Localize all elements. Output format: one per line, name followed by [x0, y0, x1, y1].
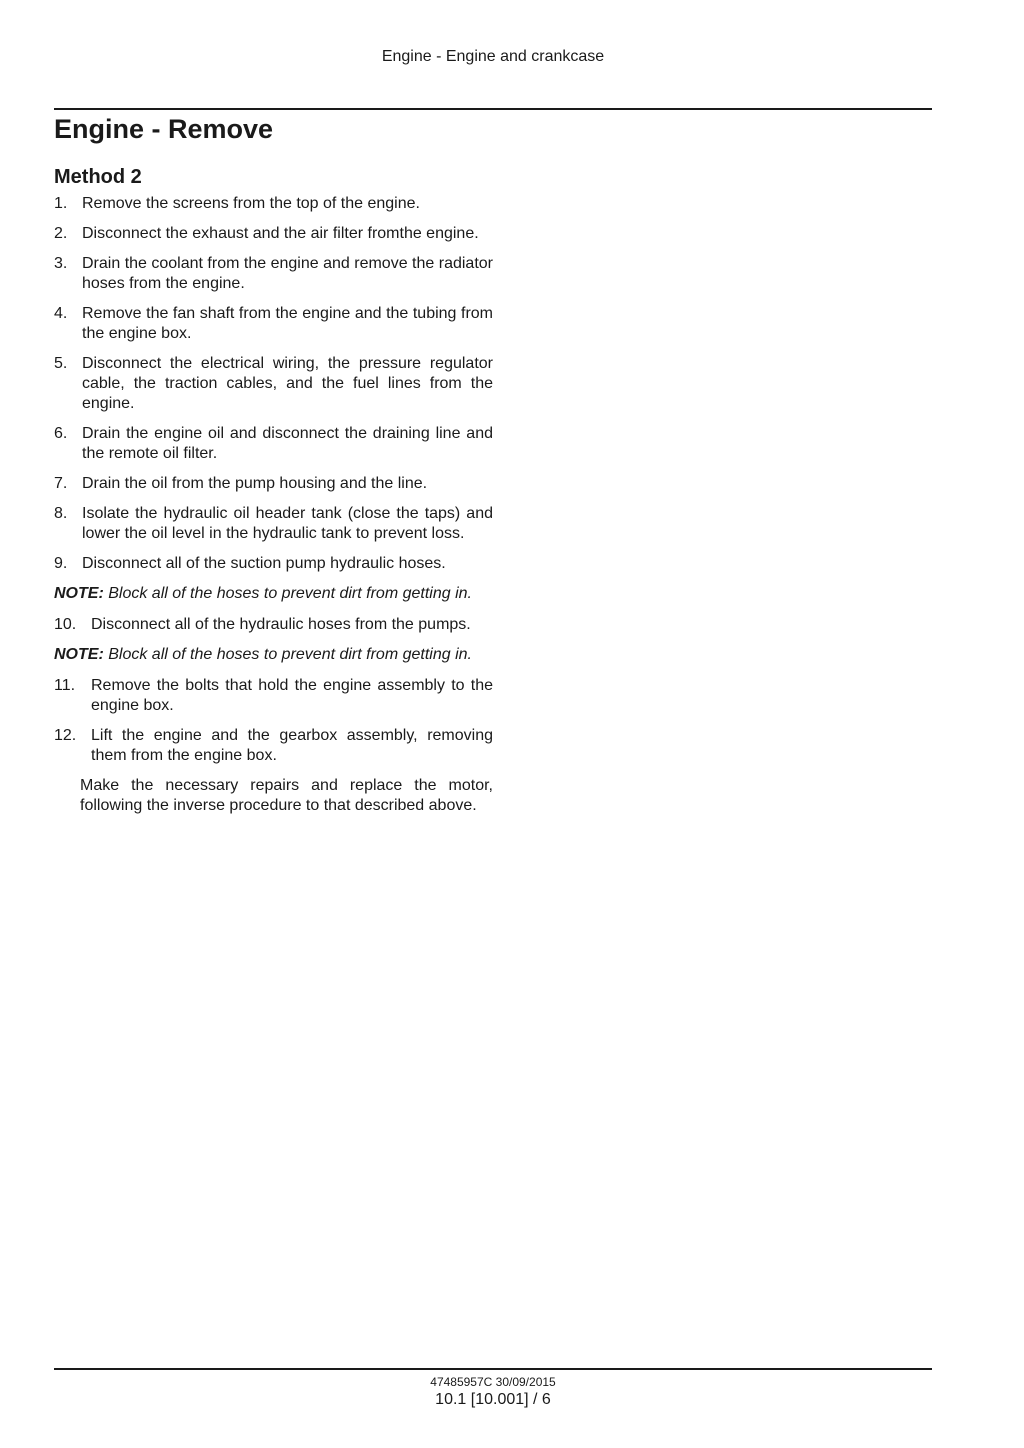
step-number: 10.	[54, 616, 77, 633]
step-number: 6.	[54, 425, 68, 442]
step-12	[54, 726, 493, 766]
step-text: Remove the bolts that hold the engine assembly to the engine box.	[91, 677, 493, 714]
step-1	[54, 194, 493, 214]
step-text: Lift the engine and the gearbox assembly, removing them from the engine box.	[91, 727, 493, 764]
footer-rule	[54, 1368, 932, 1370]
footer-page-number: 10.1 [10.001] / 6	[435, 1391, 551, 1408]
step-9	[54, 554, 493, 574]
header-rule	[54, 108, 932, 110]
step-number: 2.	[54, 225, 68, 242]
note-2	[54, 645, 493, 665]
step-text: Drain the coolant from the engine and remove the radiator hoses from the engine.	[82, 255, 493, 292]
step-number: 7.	[54, 475, 68, 492]
step-4	[54, 304, 493, 344]
step-number: 5.	[54, 355, 68, 372]
note-label: NOTE:	[54, 585, 104, 602]
page-title: Engine - Remove	[54, 114, 274, 144]
step-text: Disconnect all of the hydraulic hoses from the pumps.	[91, 616, 471, 633]
step-text: Remove the fan shaft from the engine and the tubing from the engine box.	[82, 305, 493, 342]
step-number: 11.	[54, 677, 76, 694]
footer-doc-reference: 47485957C 30/09/2015	[430, 1375, 556, 1389]
note-label: NOTE:	[54, 646, 104, 663]
step-11	[54, 676, 493, 716]
step-text: Drain the engine oil and disconnect the draining line and the remote oil filter.	[82, 425, 493, 462]
step-text: Disconnect all of the suction pump hydraulic hoses.	[82, 555, 446, 572]
step-text: Isolate the hydraulic oil header tank (close the taps) and lower the oil level in the hydraulic tank to prevent loss.	[82, 505, 493, 542]
step-text: Disconnect the electrical wiring, the pressure regulator cable, the traction cables, and the fuel lines from the engine.	[82, 355, 493, 412]
step-7	[54, 474, 493, 494]
step-number: 1.	[54, 195, 68, 212]
step-number: 3.	[54, 255, 68, 272]
step-2	[54, 224, 493, 244]
step-text: Drain the oil from the pump housing and the line.	[82, 475, 428, 492]
note-text: Block all of the hoses to prevent dirt from getting in.	[108, 585, 472, 602]
procedure-content	[54, 194, 493, 816]
running-header: Engine - Engine and crankcase	[381, 48, 605, 65]
step-number: 4.	[54, 305, 68, 322]
step-number: 12.	[54, 727, 77, 744]
step-number: 8.	[54, 505, 68, 522]
note-text: Block all of the hoses to prevent dirt from getting in.	[108, 646, 472, 663]
section-title: Method 2	[54, 166, 142, 188]
step-text: Disconnect the exhaust and the air filter fromthe engine.	[82, 225, 479, 242]
step-10	[54, 615, 493, 635]
step-5	[54, 354, 493, 414]
step-number: 9.	[54, 555, 68, 572]
step-text: Remove the screens from the top of the engine.	[82, 195, 420, 212]
step-8	[54, 504, 493, 544]
closing-paragraph: Make the necessary repairs and replace the motor, following the inverse procedure to that described above.	[80, 777, 493, 814]
step-6	[54, 424, 493, 464]
step-3	[54, 254, 493, 294]
note-1	[54, 584, 493, 604]
